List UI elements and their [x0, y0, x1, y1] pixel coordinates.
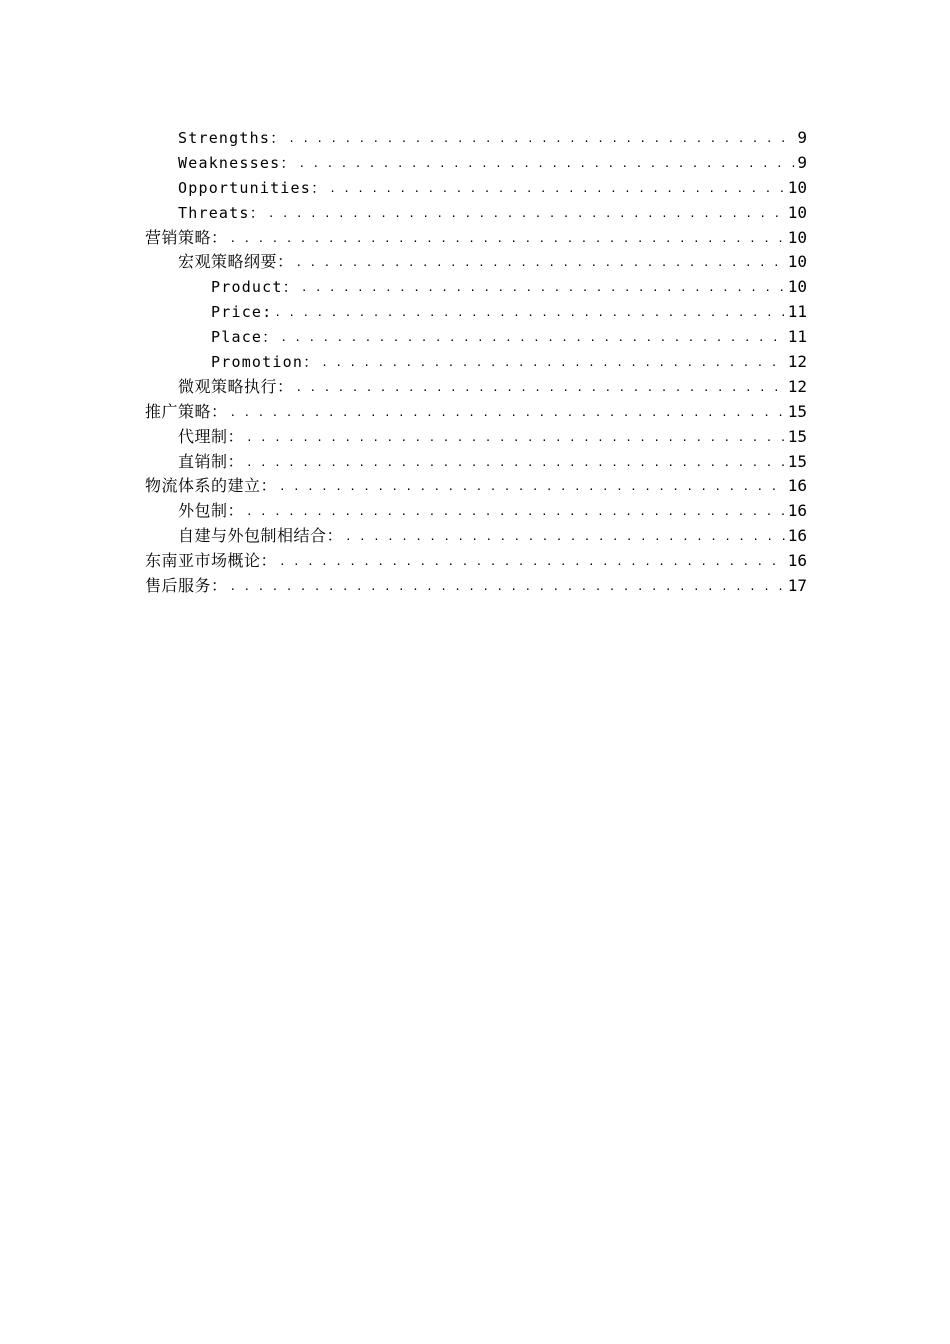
toc-entry-label: 微观策略执行：: [178, 376, 294, 396]
toc-page-number: 16: [787, 551, 807, 571]
toc-page-number: 16: [787, 501, 807, 521]
toc-entry-weaknesses[interactable]: [145, 151, 807, 176]
toc-page-number: 11: [787, 327, 807, 347]
toc-page-number: 12: [787, 352, 807, 372]
toc-dot-leader: [230, 225, 786, 252]
toc-dot-leader: [288, 125, 795, 152]
toc-dot-leader: [345, 523, 786, 550]
toc-entry-opportunities[interactable]: [145, 176, 807, 201]
toc-entry-outsourcing[interactable]: [145, 499, 807, 524]
toc-page-number: 17: [787, 576, 807, 596]
toc-entry-label: Promotion：: [211, 353, 320, 372]
toc-entry-threats[interactable]: [145, 201, 807, 226]
toc-dot-leader: [296, 249, 786, 276]
toc-entry-label: Price:: [211, 303, 273, 322]
toc-page-number: 9: [797, 152, 807, 172]
toc-page-number: 11: [787, 302, 807, 322]
toc-entry-label: 售后服务：: [145, 576, 228, 596]
toc-page-number: 10: [787, 177, 807, 197]
toc-entry-logistics[interactable]: [145, 474, 807, 499]
toc-dot-leader: [280, 324, 785, 351]
toc-entry-promotion-strategy[interactable]: [145, 400, 807, 425]
toc-entry-label: 推广策略：: [145, 401, 228, 421]
toc-dot-leader: [268, 200, 786, 227]
toc-entry-label: 自建与外包制相结合：: [178, 526, 344, 546]
toc-page-number: 15: [787, 451, 807, 471]
toc-entry-micro-strategy[interactable]: [145, 375, 807, 400]
toc-dot-leader: [246, 498, 786, 525]
toc-dot-leader: [274, 299, 785, 326]
toc-entry-label: Place：: [211, 328, 279, 347]
toc-entry-label: Opportunities：: [178, 178, 328, 197]
toc-dot-leader: [246, 424, 786, 451]
toc-page-number: 12: [787, 376, 807, 396]
toc-entry-promotion[interactable]: [145, 350, 807, 375]
toc-entry-direct-sales[interactable]: [145, 450, 807, 475]
toc-dot-leader: [230, 573, 786, 600]
toc-page-number: 10: [787, 277, 807, 297]
toc-entry-southeast-asia[interactable]: [145, 549, 807, 574]
toc-dot-leader: [230, 399, 786, 426]
toc-dot-leader: [279, 473, 786, 500]
toc-entry-label: Weaknesses：: [178, 153, 297, 172]
toc-dot-leader: [296, 374, 786, 401]
toc-page-number: 15: [787, 401, 807, 421]
toc-dot-leader: [321, 349, 785, 376]
toc-entry-label: Threats：: [178, 203, 266, 222]
toc-page-number: 10: [787, 252, 807, 272]
toc-entry-product[interactable]: [145, 275, 807, 300]
toc-entry-price[interactable]: [145, 300, 807, 325]
toc-entry-after-sales[interactable]: [145, 574, 807, 599]
toc-entry-label: 直销制：: [178, 451, 245, 471]
toc-page-number: 9: [797, 128, 807, 147]
toc-entry-strengths[interactable]: [145, 126, 807, 151]
toc-dot-leader: [246, 449, 786, 476]
toc-page-number: 16: [787, 526, 807, 546]
toc-entry-label: Strengths：: [178, 129, 287, 147]
table-of-contents: [145, 126, 807, 599]
toc-page-number: 10: [787, 202, 807, 222]
toc-page-number: 16: [787, 476, 807, 496]
toc-dot-leader: [301, 274, 786, 301]
toc-entry-place[interactable]: [145, 325, 807, 350]
toc-dot-leader: [299, 150, 796, 177]
toc-entry-hybrid[interactable]: [145, 524, 807, 549]
toc-entry-label: 物流体系的建立：: [145, 476, 278, 496]
toc-page-number: 15: [787, 426, 807, 446]
toc-entry-label: 东南亚市场概论：: [145, 551, 278, 571]
toc-page-number: 10: [787, 227, 807, 247]
toc-dot-leader: [279, 548, 786, 575]
toc-dot-leader: [329, 175, 786, 202]
toc-entry-agency[interactable]: [145, 425, 807, 450]
toc-entry-label: 外包制：: [178, 501, 245, 521]
toc-entry-label: 营销策略：: [145, 227, 228, 247]
toc-entry-label: 代理制：: [178, 426, 245, 446]
toc-entry-marketing-strategy[interactable]: [145, 226, 807, 251]
toc-entry-label: Product：: [211, 278, 299, 297]
toc-entry-macro-strategy[interactable]: [145, 250, 807, 275]
toc-entry-label: 宏观策略纲要：: [178, 252, 294, 272]
